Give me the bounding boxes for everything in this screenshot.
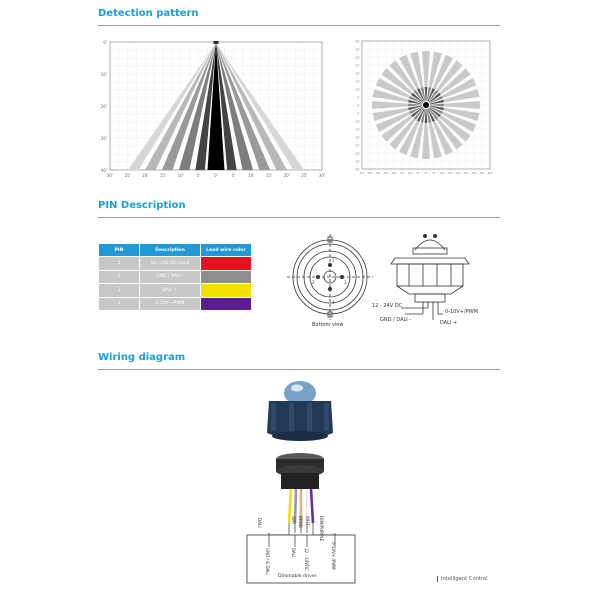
lead-color-swatch (201, 284, 251, 297)
x-tick-label: 15' (265, 173, 273, 178)
wire-label: WHT (305, 516, 310, 526)
y-tick-label: 20' (355, 135, 360, 140)
x-tick-label: 20' (455, 171, 461, 175)
x-tick-label: 30' (375, 171, 381, 175)
driver-label: Dimmable driver (278, 574, 317, 579)
lead-color-header: Lead wire color (201, 244, 252, 257)
pin-number: 4 (99, 297, 140, 311)
connector-bottom-view-drawing (285, 232, 375, 322)
y-tick-label: 0' (103, 40, 107, 45)
sensor-marker (214, 41, 219, 44)
bottom-pin-2: 2 (312, 280, 315, 285)
x-tick-label: 15' (159, 173, 167, 178)
x-tick-label: 10' (407, 171, 413, 175)
y-tick-label: 10' (355, 119, 360, 124)
wire-label: DALI (257, 518, 262, 528)
lead-color-swatch (201, 257, 251, 270)
x-tick-label: 20' (142, 173, 149, 178)
table-row (99, 284, 252, 298)
x-tick-label: 30' (471, 171, 477, 175)
pin-description: DALI + (140, 284, 201, 298)
y-tick-label: 5' (357, 111, 360, 116)
sensor-center-marker (423, 102, 429, 108)
y-tick-label: 10' (355, 87, 360, 92)
x-tick-label: 25' (383, 171, 389, 175)
y-tick-label: 40' (355, 39, 360, 44)
section-divider (98, 369, 500, 370)
x-tick-label: 10' (248, 173, 255, 178)
pin-number: 2 (99, 270, 140, 284)
x-tick-label: 35' (479, 171, 485, 175)
side-view-detection-chart (96, 38, 328, 180)
driver-terminal-label: DALI (291, 548, 296, 558)
wire-label: BRNB (298, 516, 303, 528)
x-tick-label: 25' (124, 173, 131, 178)
pin-description: 0-10V+/PWM (140, 297, 201, 311)
x-tick-label: 15' (447, 171, 453, 175)
x-tick-label: 40' (359, 171, 365, 175)
bottom-view-caption: Bottom view (312, 322, 344, 328)
x-tick-label: 25' (301, 173, 308, 178)
y-tick-label: 20' (355, 71, 360, 76)
y-tick-label: 35' (355, 47, 360, 52)
x-tick-label: 5' (231, 173, 236, 178)
table-row (99, 270, 252, 284)
pin-description: 12 - 24V DC input (140, 257, 201, 271)
callout-gnd-dali: GND / DALI - (380, 317, 412, 323)
section-divider (98, 25, 500, 26)
y-tick-label: 15' (355, 127, 360, 132)
pin-table (98, 243, 252, 311)
top-view-detection-chart (352, 38, 498, 178)
x-tick-label: 30' (318, 173, 326, 178)
driver-terminal-label: GND / & DALI (265, 548, 270, 575)
description-header: Description (140, 244, 201, 257)
sensor-wiring-illustration (245, 375, 360, 590)
footer-brand: Intelligent Control (437, 576, 488, 582)
x-tick-label: 25' (463, 171, 469, 175)
y-tick-label: 25' (355, 63, 360, 68)
y-tick-label: 25' (355, 143, 360, 148)
x-tick-label: 5' (416, 171, 420, 175)
pin-description: GND / DALI - (140, 270, 201, 284)
section-title-pin: PIN Description (98, 200, 186, 211)
driver-terminal-label: 0-10V+ /PWM (331, 542, 336, 570)
callout-12-24v-dc: 12 - 24V DC (372, 303, 403, 309)
pin-number: 1 (99, 257, 140, 271)
y-tick-label: 10' (100, 72, 107, 77)
lead-color-swatch (201, 271, 251, 284)
x-tick-label: 10' (439, 171, 445, 175)
section-title-wiring: Wiring diagram (98, 352, 186, 363)
bottom-pin-3: 3 (344, 280, 347, 285)
y-tick-label: 20' (100, 104, 107, 109)
y-tick-label: 30' (355, 55, 360, 60)
y-tick-label: 0' (357, 103, 360, 108)
driver-terminal-label: 12 - 24VDC (304, 548, 309, 571)
lead-color-swatch (201, 298, 251, 311)
wire-label: DIM/PURPLE (319, 516, 324, 542)
y-tick-label: 5' (357, 95, 360, 100)
bottom-pin-1: 1 (332, 258, 335, 263)
table-row (99, 257, 252, 271)
section-title-detection: Detection pattern (98, 8, 199, 19)
callout-0-10v-pwm: 0-10V+/PWM (445, 309, 478, 315)
x-tick-label: 5' (432, 171, 436, 175)
pin-table-header (99, 244, 252, 257)
x-tick-label: 30' (106, 173, 114, 178)
y-tick-label: 30' (100, 136, 107, 141)
x-tick-label: 5' (196, 173, 201, 178)
y-tick-label: 35' (355, 159, 360, 164)
section-divider (98, 217, 500, 218)
x-tick-label: 10' (177, 173, 184, 178)
x-tick-label: 15' (399, 171, 405, 175)
y-tick-label: 15' (355, 79, 360, 84)
y-tick-label: 40' (100, 168, 107, 173)
table-row (99, 297, 252, 311)
bottom-pin-4: 4 (332, 300, 335, 305)
x-tick-label: 20' (391, 171, 397, 175)
y-tick-label: 30' (355, 151, 360, 156)
x-tick-label: 0' (424, 171, 428, 175)
callout-dali-plus: DALI + (440, 320, 458, 326)
x-tick-label: 35' (367, 171, 373, 175)
x-tick-label: 0' (214, 173, 218, 178)
x-tick-label: 40' (487, 171, 493, 175)
y-tick-label: 40' (355, 167, 360, 172)
wire-label: GRY (291, 516, 296, 525)
x-tick-label: 20' (283, 173, 290, 178)
pin-number: 3 (99, 284, 140, 298)
pin-header: PIN (99, 244, 140, 257)
